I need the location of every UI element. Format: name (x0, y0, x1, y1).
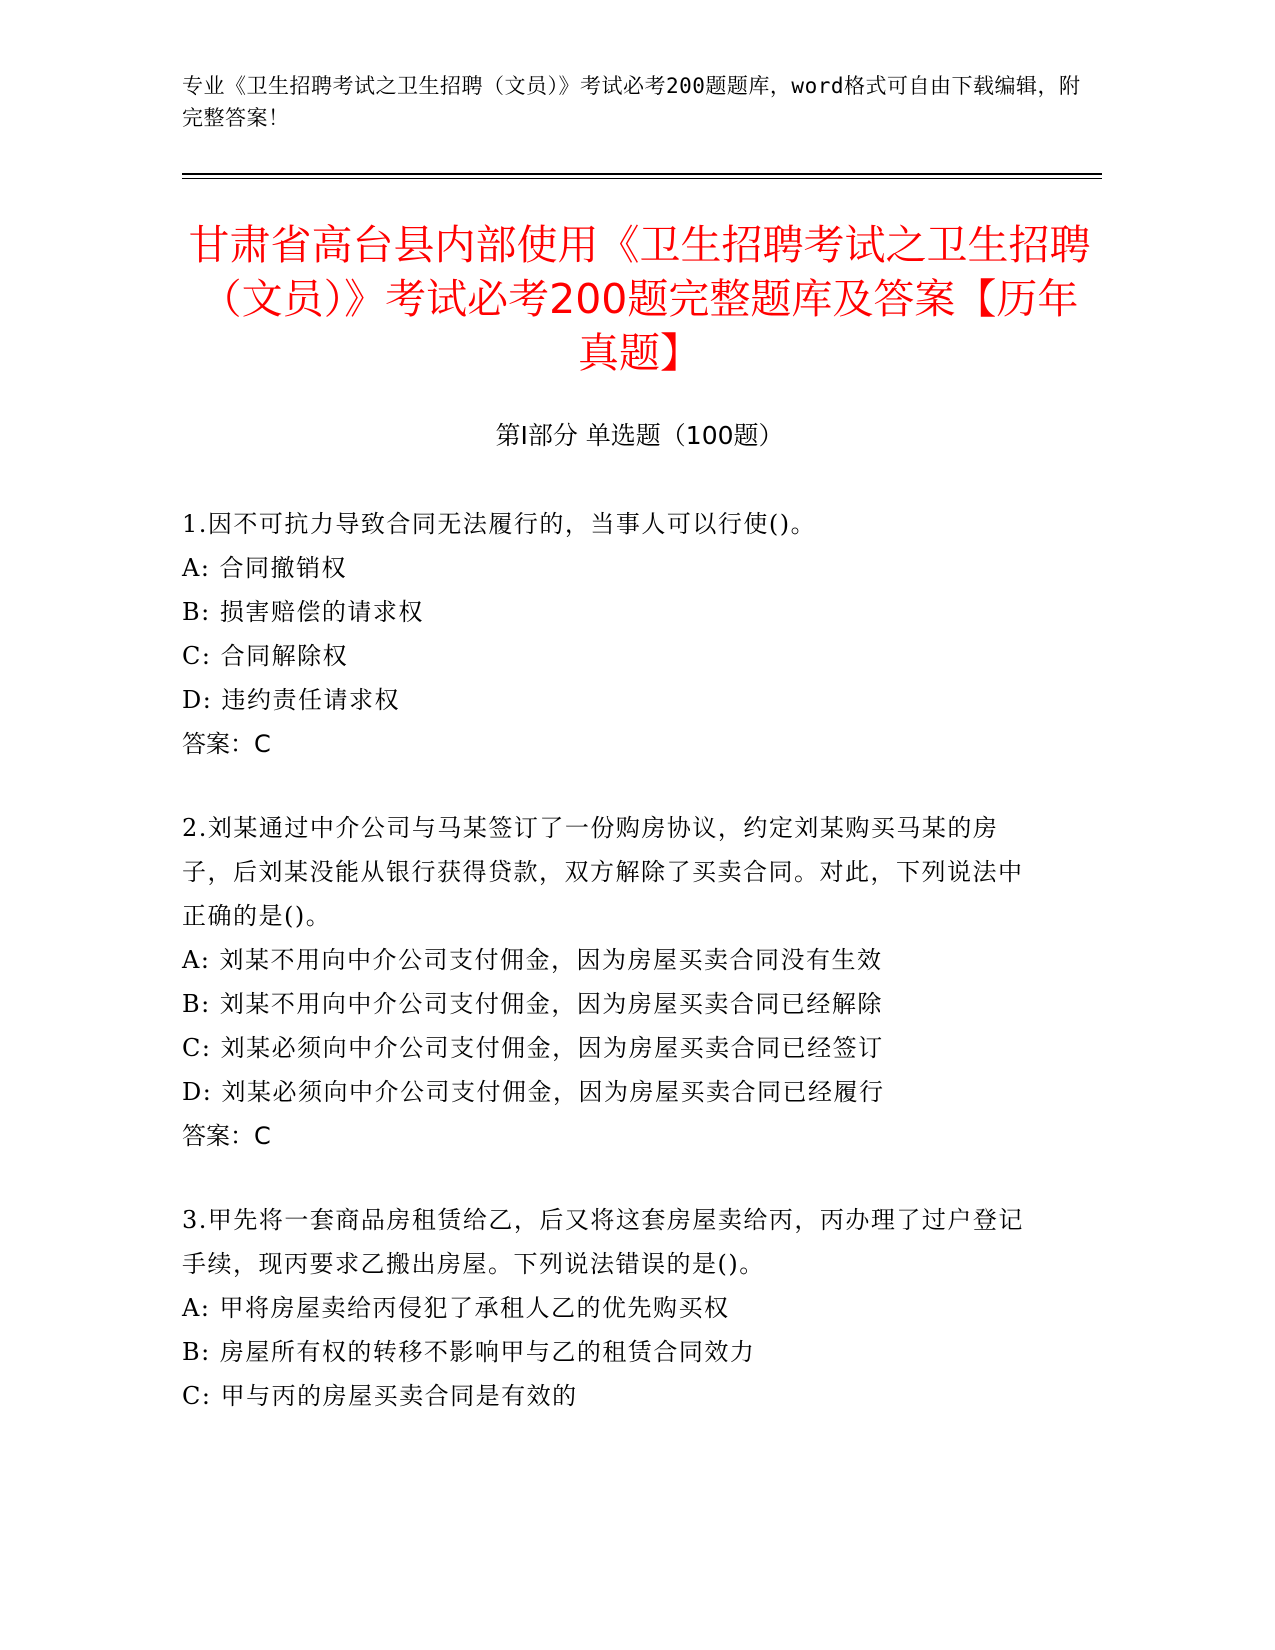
option-b: B: 损害赔偿的请求权 (182, 598, 424, 626)
option-c: C: 甲与丙的房屋买卖合同是有效的 (182, 1382, 578, 1410)
option-b: B: 房屋所有权的转移不影响甲与乙的租赁合同效力 (182, 1338, 756, 1366)
question-list (182, 502, 1042, 1458)
answer: 答案：C (182, 730, 271, 758)
section-title: 第I部分 单选题（100题） (495, 421, 784, 450)
header-divider-thin (182, 178, 1102, 179)
question-stem: 3.甲先将一套商品房租赁给乙，后又将这套房屋卖给丙，丙办理了过户登记手续，现丙要求乙搬出房屋。下列说法错误的是()。 (182, 1206, 1024, 1278)
document-title: 甘肃省高台县内部使用《卫生招聘考试之卫生招聘（文员）》考试必考200题完整题库及答案【历年真题】 (188, 221, 1091, 377)
question-1 (182, 502, 1042, 766)
option-a: A: 甲将房屋卖给丙侵犯了承租人乙的优先购买权 (182, 1294, 730, 1322)
answer: 答案：C (182, 1122, 271, 1150)
option-d: D: 刘某必须向中介公司支付佣金，因为房屋买卖合同已经履行 (182, 1078, 885, 1106)
option-c: C: 合同解除权 (182, 642, 349, 670)
question-2 (182, 806, 1042, 1158)
question-stem: 2.刘某通过中介公司与马某签订了一份购房协议，约定刘某购买马某的房子，后刘某没能从银行获得贷款，双方解除了买卖合同。对此，下列说法中正确的是()。 (182, 814, 1024, 930)
option-a: A: 刘某不用向中介公司支付佣金，因为房屋买卖合同没有生效 (182, 946, 883, 974)
header-divider-thick (182, 173, 1102, 175)
option-a: A: 合同撤销权 (182, 554, 348, 582)
option-d: D: 违约责任请求权 (182, 686, 400, 714)
question-3 (182, 1198, 1042, 1418)
question-stem: 1.因不可抗力导致合同无法履行的，当事人可以行使()。 (182, 510, 817, 538)
option-b: B: 刘某不用向中介公司支付佣金，因为房屋买卖合同已经解除 (182, 990, 883, 1018)
header-note: 专业《卫生招聘考试之卫生招聘（文员）》考试必考200题题库，word格式可自由下载编辑，附完整答案！ (182, 74, 1081, 130)
option-c: C: 刘某必须向中介公司支付佣金，因为房屋买卖合同已经签订 (182, 1034, 884, 1062)
